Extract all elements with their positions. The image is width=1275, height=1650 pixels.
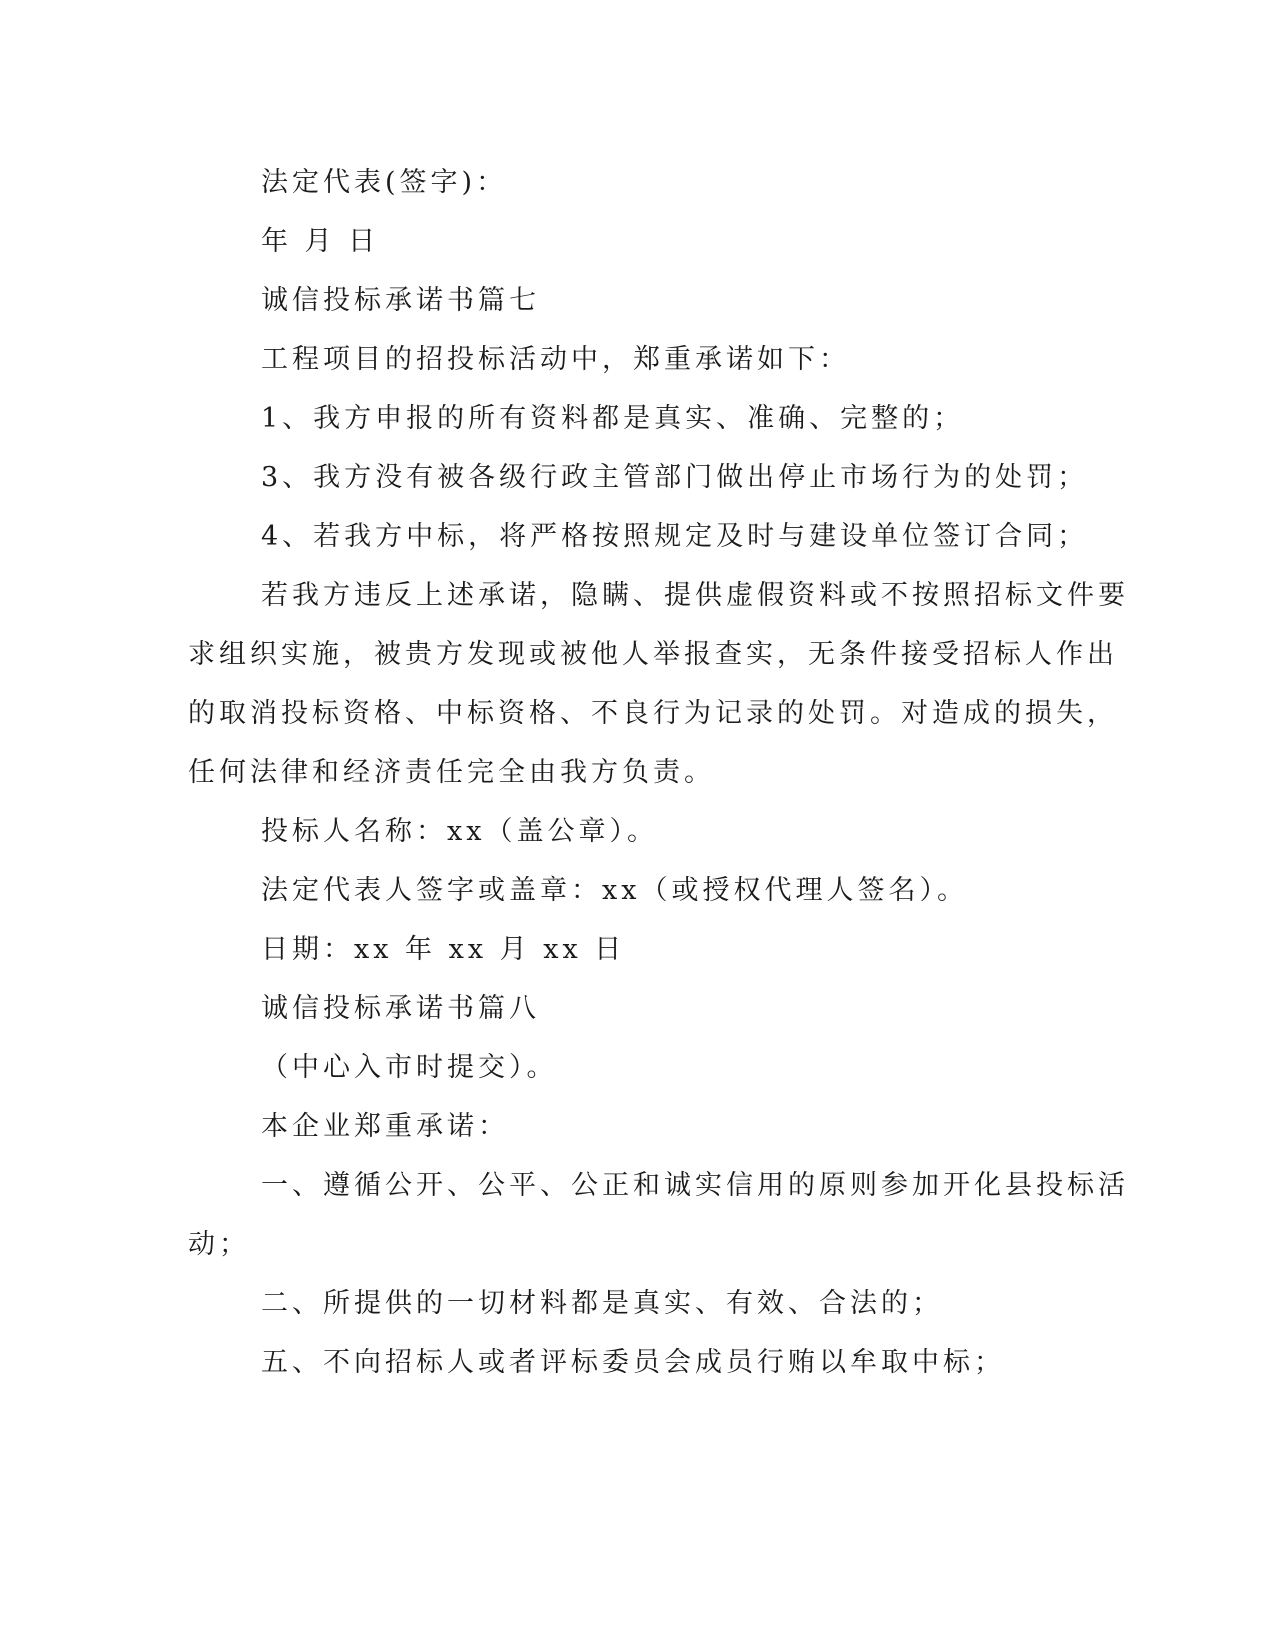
bidder-name-line: 投标人名称：xx（盖公章）。	[261, 816, 658, 847]
date-line: 日期：xx 年 xx 月 xx 日	[261, 934, 626, 965]
signature-line: 法定代表(签字)：	[261, 167, 508, 198]
section-heading-8: 诚信投标承诺书篇八	[261, 993, 540, 1024]
section-heading-7: 诚信投标承诺书篇七	[261, 285, 540, 316]
legal-rep-line: 法定代表人签字或盖章：xx（或授权代理人签名）。	[261, 875, 968, 906]
paragraph-line: 若我方违反上述承诺，隐瞒、提供虚假资料或不按照招标文件要	[261, 580, 1129, 611]
list-item-two: 二、所提供的一切材料都是真实、有效、合法的；	[261, 1288, 943, 1319]
list-item-one-continued: 动；	[188, 1229, 250, 1260]
paragraph-intro: 工程项目的招投标活动中，郑重承诺如下：	[261, 344, 850, 375]
list-item-1: 1、我方申报的所有资料都是真实、准确、完整的；	[261, 403, 965, 434]
list-item-3: 3、我方没有被各级行政主管部门做出停止市场行为的处罚；	[261, 462, 1089, 493]
date-placeholder: 年 月 日	[261, 226, 380, 257]
list-item-4: 4、若我方中标，将严格按照规定及时与建设单位签订合同；	[261, 521, 1089, 552]
submission-note: （中心入市时提交）。	[261, 1052, 558, 1083]
list-item-one: 一、遵循公开、公平、公正和诚实信用的原则参加开化县投标活	[261, 1170, 1129, 1201]
commitment-intro: 本企业郑重承诺：	[261, 1111, 509, 1142]
paragraph-line: 任何法律和经济责任完全由我方负责。	[188, 757, 715, 788]
list-item-five: 五、不向招标人或者评标委员会成员行贿以牟取中标；	[261, 1347, 1005, 1378]
paragraph-line: 的取消投标资格、中标资格、不良行为记录的处罚。对造成的损失，	[188, 698, 1118, 729]
paragraph-line: 求组织实施，被贵方发现或被他人举报查实，无条件接受招标人作出	[188, 639, 1118, 670]
